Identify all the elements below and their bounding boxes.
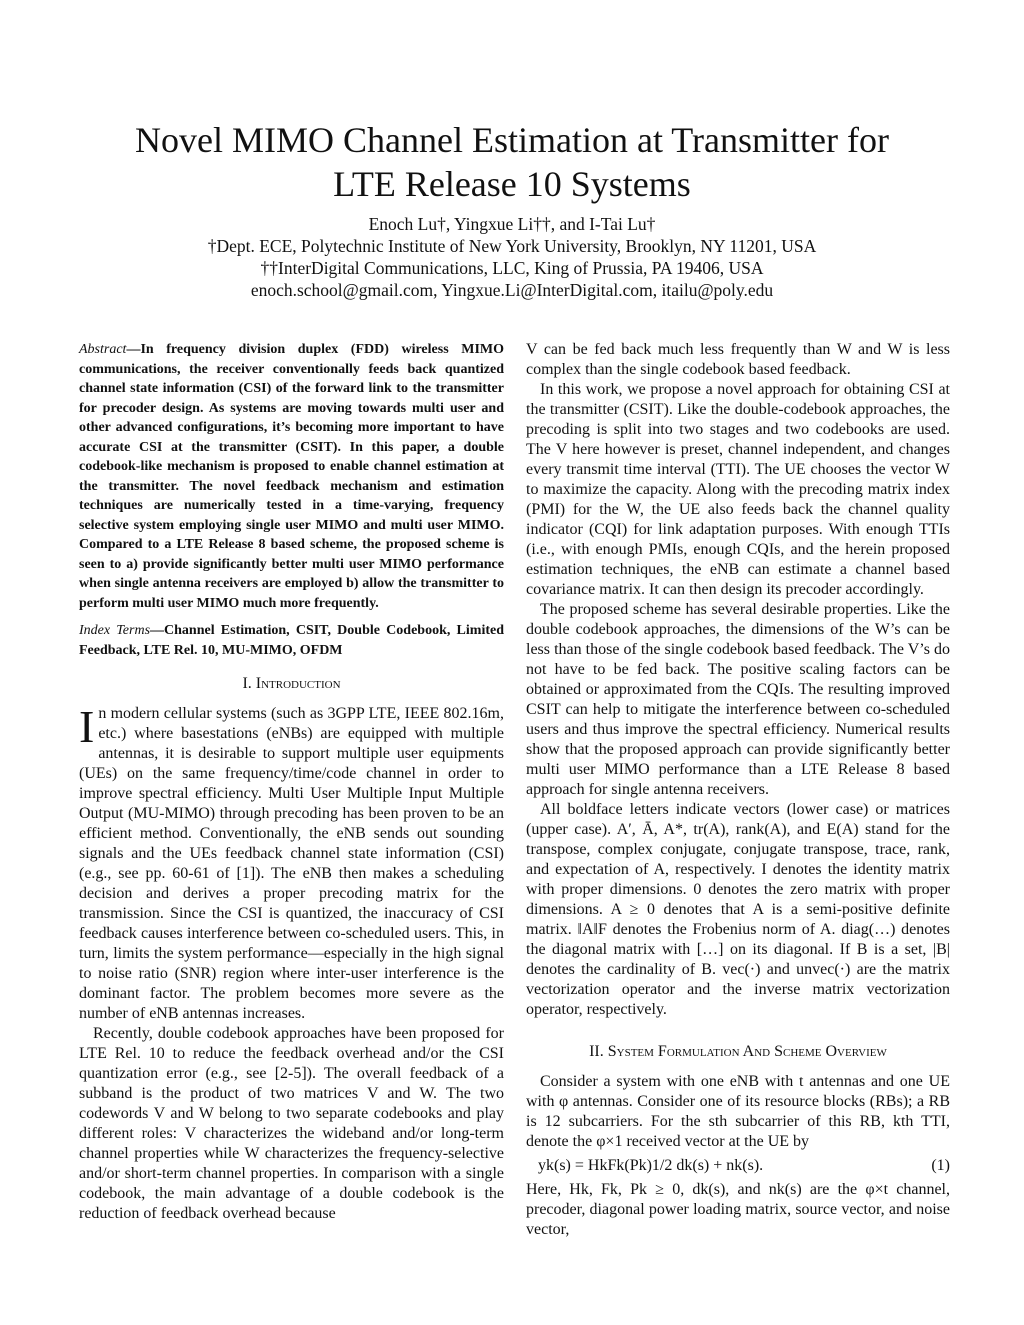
left-column <box>79 340 504 1224</box>
notation-paragraph: All boldface letters indicate vectors (lower case) or matrices (upper case). A′, Ā, A*, tr(A), rank(A), and E(A) stand for the transpose, complex conjugate, conjugate transpose, trace, rank, and expectation of A, respectively. I denotes the identity matrix with proper dimensions. 0 denotes the zero matrix with proper dimensions. A ≥ 0 denotes that A is a semi-positive definite matrix. ‖A‖F denotes the Frobenius norm of A. diag(…) denotes the diagonal matrix with […] on its diagonal. If B is a set, |B| denotes the cardinality of B. vec(·) and unvec(·) are the matrix vectorization operator and the inverse matrix vectorization operator, respectively. <box>526 801 950 1018</box>
equation-1-number: (1) <box>931 1157 950 1174</box>
intro-paragraph-5: The proposed scheme has several desirable properties. Like the double codebook approaches, the dimensions of the W’s can be less than those of the single codebook based feedback. The V’s do not have to be fed back. The positive scaling factors can be obtained or approximated from the CQIs. The resulting improved CSIT can help to mitigate the interference between co-scheduled users and thus improve the spectral efficiency. Numerical results show that the proposed approach can provide significantly better multi user MIMO performance than a LTE Release 8 based approach for single antenna receivers. <box>526 601 950 798</box>
author-block <box>0 213 1024 301</box>
author-names: Enoch Lu†, Yingxue Li††, and I-Tai Lu† <box>368 214 656 234</box>
index-terms-text: —Channel Estimation, CSIT, Double Codebook, Limited Feedback, LTE Rel. 10, MU-MIMO, OFDM <box>79 623 504 658</box>
intro-paragraph-2: Recently, double codebook approaches have been proposed for LTE Rel. 10 to reduce the feedback overhead and/or the CSI quantization error (e.g., see [2-5]). The overall feedback of a subband is the product of two matrices V and W. The two codewords V and W belong to two separate codebooks and play different roles: V characterizes the wideband and/or long-term channel properties while W characterizes the frequency-selective and/or short-term channel properties. In comparison with a single codebook, the main advantage of a double codebook is the reduction of feedback overhead because <box>79 1025 504 1222</box>
abstract-text: —In frequency division duplex (FDD) wireless MIMO communications, the receiver conventionally feeds back quantized channel state information (CSI) of the forward link to the transmitter for precoder design. As systems are moving towards multi user and other advanced configurations, it’s becoming more important to have accurate CSI at the transmitter (CSIT). In this paper, a double codebook-like mechanism is proposed to enable channel estimation at the transmitter. The novel feedback mechanism and estimation techniques are numerically tested in a time-varying, frequency selective system employing single user MIMO and multi user MIMO. Compared to a LTE Release 8 based scheme, the proposed scheme is seen to a) provide significantly better multi user MIMO performance when single antenna receivers are employed b) allow the transmitter to perform multi user MIMO much more frequently. <box>79 342 504 611</box>
abstract <box>79 340 504 613</box>
title-line-2: LTE Release 10 Systems <box>333 164 691 204</box>
author-emails: enoch.school@gmail.com, Yingxue.Li@InterDigital.com, itailu@poly.edu <box>250 280 774 300</box>
equation-1 <box>526 1152 950 1180</box>
system-paragraph-1: Consider a system with one eNB with t antennas and one UE with φ antennas. Consider one of its resource blocks (RBs); a RB is 12 subcarriers. For the sth subcarrier of this RB, kth TTI, denote the φ×1 received vector at the UE by <box>526 1073 950 1150</box>
system-paragraph-2: Here, Hk, Fk, Pk ≥ 0, dk(s), and nk(s) are the φ×t channel, precoder, diagonal power loading matrix, source vector, and noise vector, <box>526 1181 950 1238</box>
paper-title <box>0 118 1024 206</box>
intro-paragraph-1-text: n modern cellular systems (such as 3GPP LTE, IEEE 802.16m, etc.) where basestations (eNBs) are equipped with multiple antennas, it is desirable to support multiple user equipments (UEs) on the same frequency/time/code channel in order to improve spectral efficiency. Multi User Multiple Input Multiple Output (MU-MIMO) through precoding has been proven to be an efficient method. Conventionally, the eNB sends out sounding signals and the UEs feedback channel state information (CSI) (e.g., see pp. 60-61 of [1]). The eNB then makes a scheduling decision and derives a proper precoding matrix for the transmission. Since the CSI is quantized, the inaccuracy of CSI feedback causes interference between co-scheduled users. This, in turn, limits the system performance—especially in the high signal to noise ratio (SNR) region where inter-user interference is the dominant factor. The problem becomes more severe as the number of eNB antennas increases. <box>79 705 504 1022</box>
intro-paragraph-1 <box>79 701 504 1024</box>
index-terms <box>79 621 504 660</box>
abstract-lead: Abstract <box>79 342 127 357</box>
drop-cap: I <box>79 701 95 752</box>
section-2-heading: II. System Formulation And Scheme Overview <box>589 1043 887 1060</box>
affiliation-2: ††InterDigital Communications, LLC, King of Prussia, PA 19406, USA <box>260 258 764 278</box>
intro-paragraph-4: In this work, we propose a novel approach for obtaining CSI at the transmitter (CSIT). Like the double-codebook approaches, the precoding is split into two stages and two codebooks are used. The V here however is preset, channel independent, and changes every transmit time interval (TTI). The UE chooses the vector W to maximize the capacity. Along with the precoding matrix index (PMI) for the W, the UE also feeds back the channel quality indicator (CQI) for link adaptation purposes. With enough TTIs (i.e., with enough PMIs, enough CQIs, and the herein proposed estimation techniques, the eNB can estimate a channel based covariance matrix. It can then design its precoder accordingly. <box>526 381 950 598</box>
title-line-1: Novel MIMO Channel Estimation at Transmitter for <box>135 120 889 160</box>
affiliation-1: †Dept. ECE, Polytechnic Institute of New York University, Brooklyn, NY 11201, USA <box>207 236 817 256</box>
intro-paragraph-3: V can be fed back much less frequently than W and W is less complex than the single codebook based feedback. <box>526 341 950 378</box>
right-column <box>526 340 950 1240</box>
equation-1-body: yk(s) = HkFk(Pk)1/2 dk(s) + nk(s). <box>538 1157 764 1174</box>
index-terms-lead: Index Terms <box>79 623 151 638</box>
section-1-heading: I. Introduction <box>242 675 341 692</box>
